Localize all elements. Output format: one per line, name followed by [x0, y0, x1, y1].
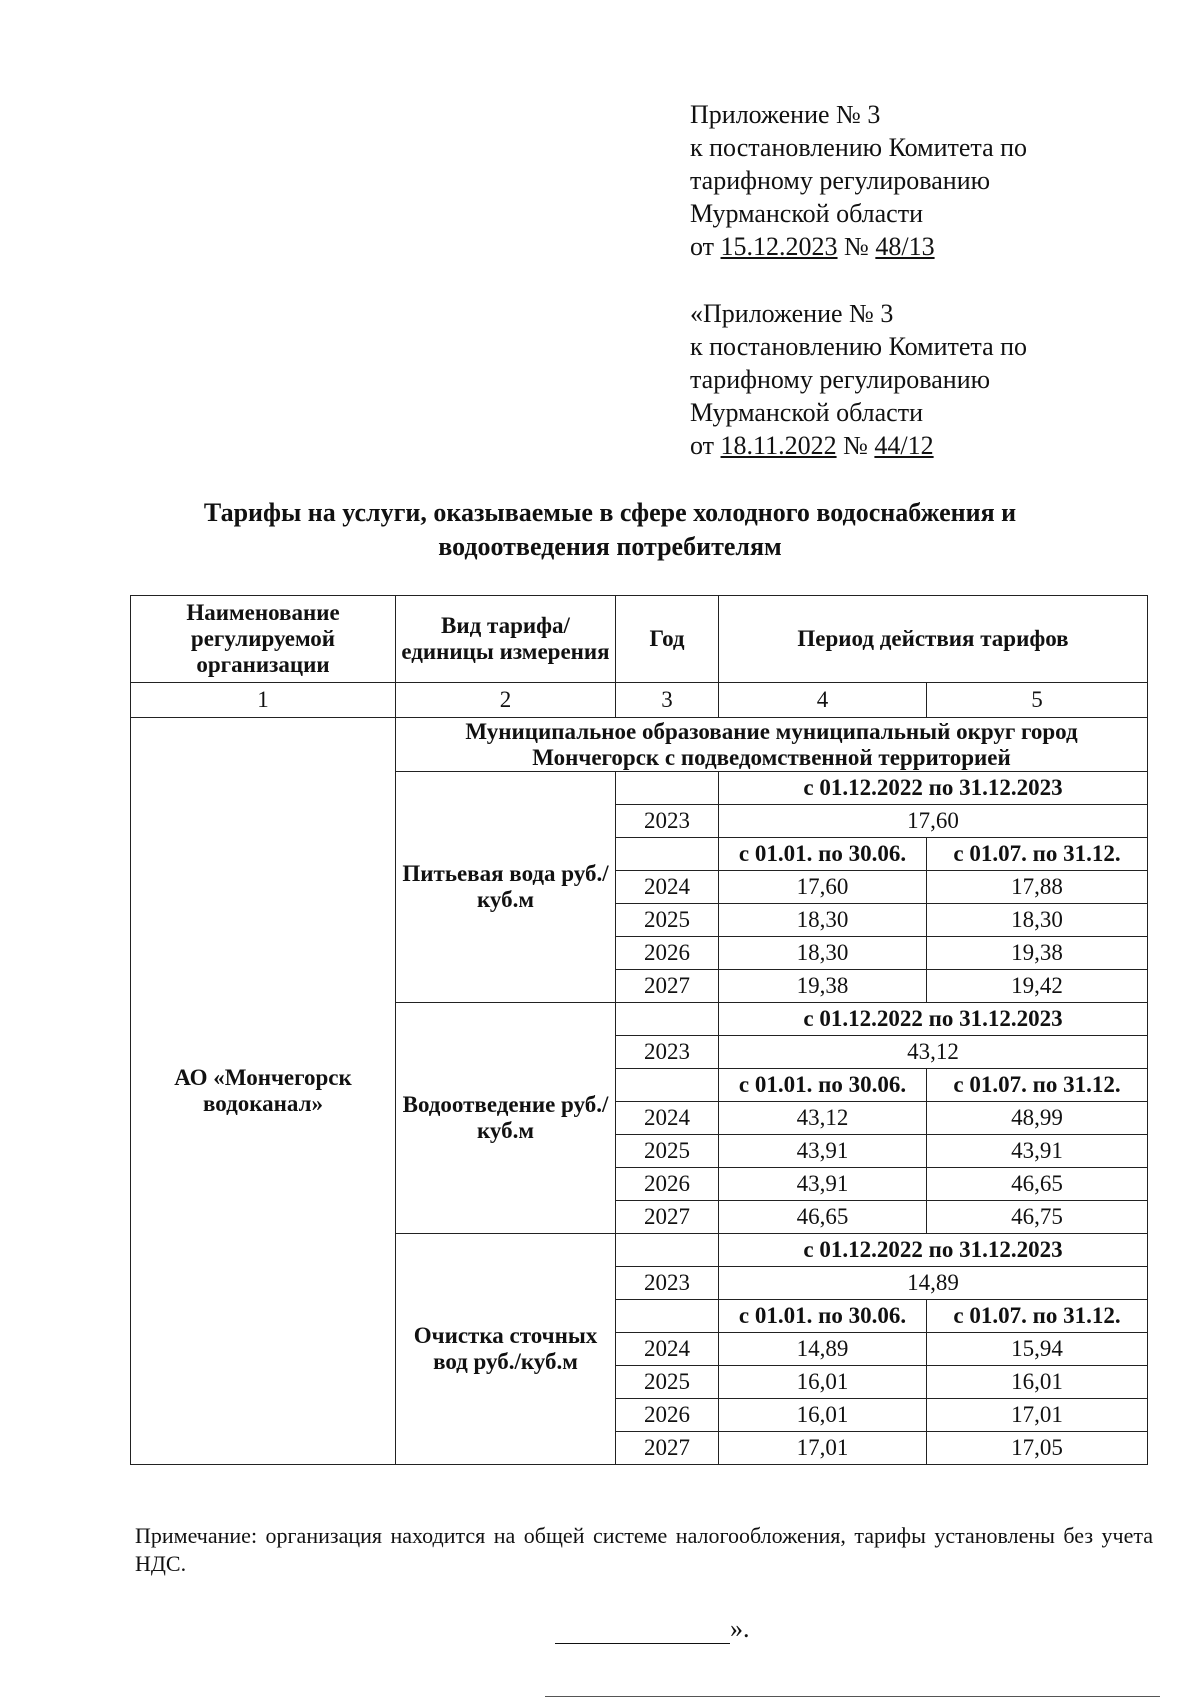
appendix-line: Мурманской области	[690, 398, 923, 427]
column-numbers-row	[131, 683, 1148, 718]
year-cell: 2023	[616, 805, 719, 838]
period-full: с 01.12.2022 по 31.12.2023	[719, 1003, 1148, 1036]
year-cell: 2023	[616, 1267, 719, 1300]
year-cell: 2024	[616, 871, 719, 904]
year-cell: 2026	[616, 1399, 719, 1432]
decree-date: 15.12.2023	[720, 232, 838, 261]
tariff-value: 17,60	[719, 871, 927, 904]
decree-number: 44/12	[874, 431, 934, 460]
closing-mark-line	[555, 1614, 750, 1644]
tariff-value: 18,30	[719, 937, 927, 970]
empty-year-cell	[616, 1069, 719, 1102]
empty-year-cell	[616, 1300, 719, 1333]
header-tariff-type: Вид тарифа/единицы измерения	[396, 596, 616, 683]
year-cell: 2027	[616, 1432, 719, 1465]
municipality-row	[131, 718, 1148, 772]
municipality-name: Муниципальное образование муниципальный округ город Мончегорск с подведомственной территорией	[396, 718, 1148, 772]
tariff-value: 19,42	[927, 970, 1148, 1003]
footer-rule	[545, 1696, 1160, 1697]
appendix-line: к постановлению Комитета по	[690, 133, 1028, 162]
appendix-date-line	[690, 429, 1027, 462]
number-prefix: №	[836, 431, 875, 460]
empty-year-cell	[616, 772, 719, 805]
empty-year-cell	[616, 838, 719, 871]
period-h1: с 01.01. по 30.06.	[719, 838, 927, 871]
tariff-value: 43,91	[719, 1168, 927, 1201]
date-prefix: от	[690, 232, 721, 261]
appendix-line: Мурманской области	[690, 199, 923, 228]
year-cell: 2027	[616, 970, 719, 1003]
col-number: 4	[719, 683, 927, 718]
header-period: Период действия тарифов	[719, 596, 1148, 683]
period-h2: с 01.07. по 31.12.	[927, 1069, 1148, 1102]
appendix-date-line	[690, 230, 1027, 263]
tariff-type-drinking-water: Питьевая вода руб./куб.м	[396, 772, 616, 1003]
header-org: Наименование регулируемой организации	[131, 596, 396, 683]
empty-year-cell	[616, 1234, 719, 1267]
year-cell: 2024	[616, 1102, 719, 1135]
col-number: 5	[927, 683, 1148, 718]
tariff-value: 14,89	[719, 1333, 927, 1366]
period-h1: с 01.01. по 30.06.	[719, 1069, 927, 1102]
tariff-value: 16,01	[719, 1366, 927, 1399]
appendix-line: Приложение № 3	[690, 100, 881, 129]
tariff-value: 19,38	[719, 970, 927, 1003]
tariff-type-wastewater: Водоотведение руб./куб.м	[396, 1003, 616, 1234]
header-year: Год	[616, 596, 719, 683]
date-prefix: от	[690, 431, 721, 460]
tariff-value: 17,05	[927, 1432, 1148, 1465]
appendix-line: «Приложение № 3	[690, 299, 894, 328]
year-cell: 2026	[616, 1168, 719, 1201]
appendix-line: тарифному регулированию	[690, 166, 991, 195]
period-h1: с 01.01. по 30.06.	[719, 1300, 927, 1333]
document-title	[130, 496, 1090, 564]
organization-name: АО «Мончегорск водоканал»	[131, 718, 396, 1465]
year-cell: 2027	[616, 1201, 719, 1234]
col-number: 3	[616, 683, 719, 718]
period-full: с 01.12.2022 по 31.12.2023	[719, 1234, 1148, 1267]
empty-year-cell	[616, 1003, 719, 1036]
tariff-value: 16,01	[927, 1366, 1148, 1399]
title-line: водоотведения потребителям	[438, 532, 782, 561]
closing-underline	[555, 1621, 730, 1644]
tariff-value: 43,91	[719, 1135, 927, 1168]
header-row	[131, 596, 1148, 683]
tariff-value: 18,30	[719, 904, 927, 937]
tariff-type-wastewater-treatment: Очистка сточных вод руб./куб.м	[396, 1234, 616, 1465]
appendix-header	[690, 98, 1027, 263]
col-number: 1	[131, 683, 396, 718]
appendix-line: к постановлению Комитета по	[690, 332, 1028, 361]
tariffs-table	[130, 595, 1148, 1465]
year-cell: 2024	[616, 1333, 719, 1366]
col-number: 2	[396, 683, 616, 718]
year-cell: 2026	[616, 937, 719, 970]
year-cell: 2025	[616, 1366, 719, 1399]
year-cell: 2023	[616, 1036, 719, 1069]
title-line: Тарифы на услуги, оказываемые в сфере холодного водоснабжения и	[203, 498, 1017, 527]
note-text: Примечание: организация находится на общей системе налогообложения, тарифы установлены без учета НДС.	[135, 1523, 1153, 1576]
tariff-value: 19,38	[927, 937, 1148, 970]
tariff-value: 48,99	[927, 1102, 1148, 1135]
tariff-value: 17,01	[719, 1432, 927, 1465]
number-prefix: №	[837, 232, 876, 261]
tariff-value: 17,88	[927, 871, 1148, 904]
period-h2: с 01.07. по 31.12.	[927, 1300, 1148, 1333]
tariff-value: 16,01	[719, 1399, 927, 1432]
tariff-value: 46,65	[927, 1168, 1148, 1201]
original-appendix-header	[690, 297, 1027, 462]
closing-mark: ».	[730, 1614, 750, 1643]
decree-number: 48/13	[875, 232, 935, 261]
tariff-value: 46,65	[719, 1201, 927, 1234]
tariff-value: 46,75	[927, 1201, 1148, 1234]
tariff-value: 43,91	[927, 1135, 1148, 1168]
year-cell: 2025	[616, 1135, 719, 1168]
tariff-value: 17,60	[719, 805, 1148, 838]
tariff-value: 43,12	[719, 1036, 1148, 1069]
tariff-value: 18,30	[927, 904, 1148, 937]
tariff-value: 14,89	[719, 1267, 1148, 1300]
appendix-line: тарифному регулированию	[690, 365, 991, 394]
tariff-value: 17,01	[927, 1399, 1148, 1432]
tariff-value: 43,12	[719, 1102, 927, 1135]
decree-date: 18.11.2022	[720, 431, 837, 460]
tariff-value: 15,94	[927, 1333, 1148, 1366]
year-cell: 2025	[616, 904, 719, 937]
period-full: с 01.12.2022 по 31.12.2023	[719, 772, 1148, 805]
period-h2: с 01.07. по 31.12.	[927, 838, 1148, 871]
